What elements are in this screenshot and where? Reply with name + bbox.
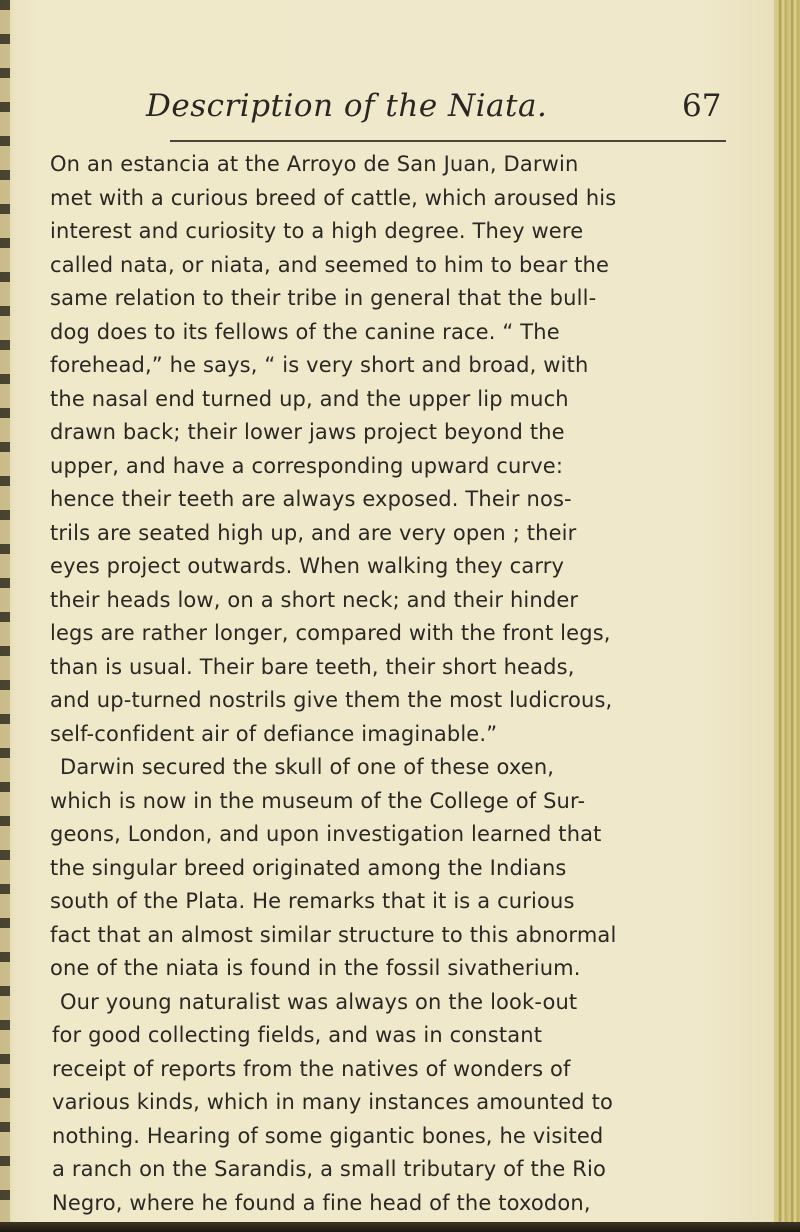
text-line: interest and curiosity to a high degree. They were — [50, 219, 584, 243]
text-line: Negro, where he found a fine head of the toxodon, — [52, 1190, 591, 1215]
text-line: Darwin secured the skull of one of these oxen, — [60, 755, 555, 779]
text-line: south of the Plata. He remarks that it is a curious — [50, 889, 575, 913]
text-line: geons, London, and upon investigation learned that — [50, 822, 602, 846]
text-line: legs are rather longer, compared with the front legs, — [50, 621, 611, 645]
text-line: drawn back; their lower jaws project beyond the — [50, 420, 565, 444]
text-line: one of the niata is found in the fossil sivatherium. — [50, 956, 581, 980]
text-line: the nasal end turned up, and the upper lip much — [50, 386, 569, 411]
text-line: met with a curious breed of cattle, which aroused his — [50, 185, 617, 210]
page-left-edge — [0, 0, 10, 1232]
text-line: On an estancia at the Arroyo de San Juan, Darwin — [50, 152, 579, 176]
text-line: same relation to their tribe in general that the bull- — [50, 286, 597, 310]
page-bottom-edge — [0, 1222, 800, 1232]
text-line: than is usual. Their bare teeth, their short heads, — [50, 654, 575, 679]
body-text — [50, 148, 740, 1220]
text-line: eyes project outwards. When walking they carry — [50, 554, 565, 578]
text-line: nothing. Hearing of some gigantic bones, he visited — [52, 1123, 604, 1148]
text-line: receipt of reports from the natives of wonders of — [52, 1056, 571, 1081]
page-header — [146, 88, 746, 132]
text-line: a ranch on the Sarandis, a small tributary of the Rio — [52, 1157, 606, 1181]
text-line: self-confident air of defiance imaginable.” — [50, 721, 498, 746]
text-line: called nata, or niata, and seemed to him to bear the — [50, 252, 610, 277]
text-line: forehead,” he says, “ is very short and broad, with — [50, 353, 589, 377]
text-line: the singular breed originated among the Indians — [50, 855, 567, 880]
text-line: hence their teeth are always exposed. Their nos- — [50, 487, 572, 511]
text-line: which is now in the museum of the College of Sur- — [50, 788, 586, 813]
text-line: their heads low, on a short neck; and their hinder — [50, 587, 579, 612]
text-line: Our young naturalist was always on the look-out — [60, 989, 578, 1014]
header-rule — [170, 140, 726, 142]
text-line: upper, and have a corresponding upward curve: — [50, 453, 564, 478]
page-number: 67 — [682, 88, 722, 124]
running-title: Description of the Niata. — [146, 88, 548, 124]
text-line: for good collecting fields, and was in constant — [52, 1023, 543, 1047]
page-right-edge-shadow — [774, 0, 778, 1232]
text-line: trils are seated high up, and are very open ; their — [50, 520, 577, 545]
text-line: fact that an almost similar structure to this abnormal — [50, 922, 617, 947]
text-line: and up-turned nostrils give them the most ludicrous, — [50, 688, 613, 712]
text-line: various kinds, which in many instances amounted to — [52, 1090, 613, 1114]
text-line: dog does to its fellows of the canine race. “ The — [50, 319, 560, 344]
